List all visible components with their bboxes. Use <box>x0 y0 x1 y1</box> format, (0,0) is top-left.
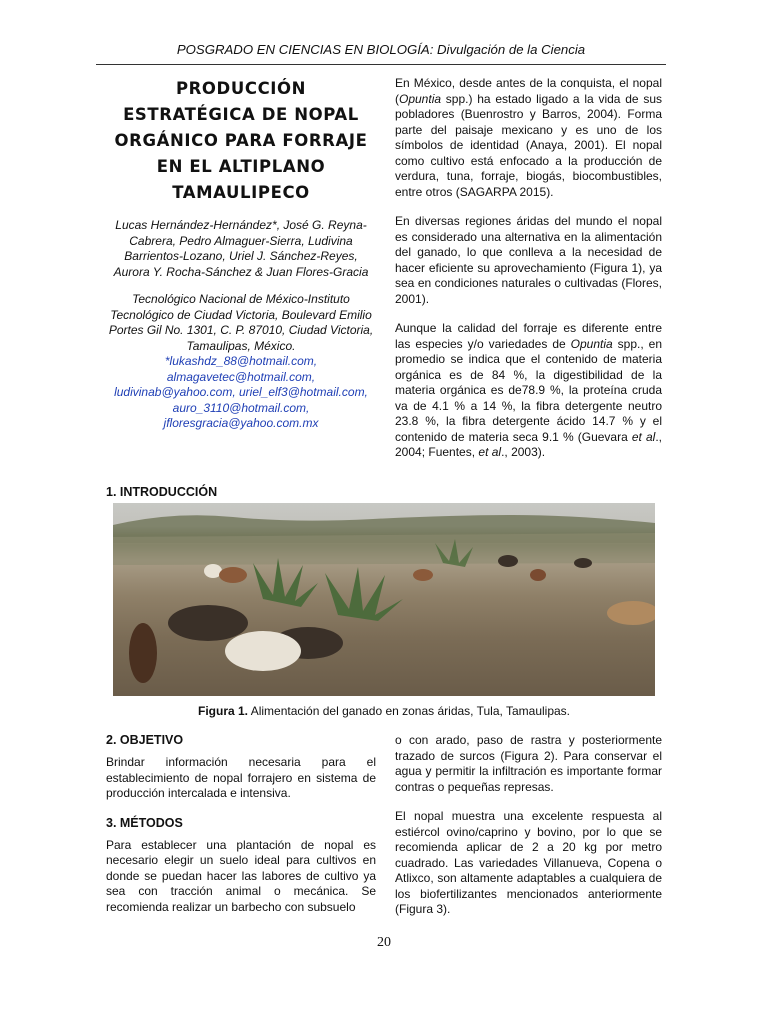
right-column-top <box>395 76 662 475</box>
email-link[interactable]: almagavetec@hotmail.com, <box>166 369 316 384</box>
section-heading-metodos: 3. MÉTODOS <box>106 815 183 830</box>
text-run: ., 2004; Fuentes, <box>395 429 662 459</box>
left-column-top <box>106 76 376 432</box>
paragraph <box>395 76 662 200</box>
article-title <box>106 76 376 206</box>
objetivo-paragraph: Brindar información necesaria para el establecimiento de nopal forrajero en sistema de producción intercalada e intensiva. <box>106 755 376 800</box>
text-run: spp., en promedio se indica que el contenido de materia orgánica es de 84 %, la digestibilidad de la materia orgánica es de78.9 %, la proteína cruda va de 4.1 % a 14 %, la fibra detergente neutro 23.8 %, la fibra detergente ácido 14.7 % y el contenido de materia seca 9.1 % (Guevara <box>395 336 663 444</box>
paragraph: El nopal muestra una excelente respuesta al estiércol ovino/caprino y bovino, por lo que se recomienda aplicar de 2 a 20 kg por metro cuadrado. Las variedades Villanueva, Copena o Atlixco, son altamente adaptables a cualquiera de los biofertilizantes mencionados anteriormente (Figura 3). <box>395 809 662 916</box>
email-link[interactable]: jfloresgracia@yahoo.com.mx <box>163 416 319 430</box>
section-heading-objetivo: 2. OBJETIVO <box>106 733 184 747</box>
email-link[interactable]: ludivinab@yahoo.com, uriel_elf3@hotmail.com, <box>114 385 368 399</box>
title-line: EN EL ALTIPLANO <box>156 157 326 176</box>
affiliation-address: Tecnológico Nacional de México-Instituto Tecnológico de Ciudad Victoria, Boulevard Emilio Portes Gil No. 1301, C. P. 87010, Ciudad Victoria, Tamaulipas, México. <box>108 292 374 353</box>
paragraph <box>395 321 662 461</box>
figure-photo-goats <box>113 503 655 696</box>
title-line: PRODUCCIÓN <box>175 79 307 98</box>
page-number: 20 <box>377 935 391 950</box>
section-heading-introduccion: 1. INTRODUCCIÓN <box>106 485 218 499</box>
figure-label: Figura 1. <box>198 704 249 718</box>
text-run: ., 2003). <box>501 445 546 459</box>
citation-etal: et al <box>478 445 502 459</box>
title-line: TAMAULIPECO <box>172 183 310 202</box>
species-name: Opuntia <box>399 91 442 106</box>
affiliation <box>106 292 376 432</box>
author-list: Lucas Hernández-Hernández*, José G. Reyna-Cabrera, Pedro Almaguer-Sierra, Ludivina Barrientos-Lozano, Uriel J. Sánchez-Reyes, Aurora Y. Rocha-Sánchez & Juan Flores-Gracia <box>113 218 369 279</box>
goats-grazing-photo <box>113 503 655 696</box>
left-column-bottom <box>106 733 376 929</box>
paragraph: En diversas regiones áridas del mundo el nopal es considerado una alternativa en la alimentación del ganado, lo que conlleva a la necesidad de hacer eficiente su aprovechamiento (Figura 1), ya sea en condiciones naturales o cultivadas (Flores, 2001). <box>395 214 662 306</box>
species-name: Opuntia <box>570 336 613 351</box>
text-run: Aunque la calidad del forraje es diferente entre las especies y/o variedades de <box>395 321 662 351</box>
running-header: POSGRADO EN CIENCIAS EN BIOLOGÍA: Divulgación de la Ciencia <box>96 40 666 65</box>
paragraph: o con arado, paso de rastra y posteriormente trazado de surcos (Figura 2). Para conservar el agua y permitir la infiltración es importante formar contras o pequeñas represas. <box>395 733 662 794</box>
text-run: En México, desde antes de la conquista, el nopal ( <box>395 76 662 106</box>
metodos-paragraph: Para establecer una plantación de nopal es necesario elegir un suelo ideal para cultivos en donde se puedan hacer las labores de cultivo ya sea con tracción animal o mecánica. Se recomienda realizar un barbecho con subsuelo <box>106 837 376 914</box>
citation-etal: et al <box>631 429 656 444</box>
email-link[interactable]: *lukashdz_88@hotmail.com, <box>164 354 318 368</box>
email-link[interactable]: auro_3110@hotmail.com, <box>172 400 310 415</box>
right-column-bottom <box>395 733 662 932</box>
text-run: spp.) ha estado ligado a la vida de sus pobladores (Buenrostro y Barros, 2004). Forma parte del paisaje mexicano y es uno de los símbolos de identidad (Anaya, 2001). El nopal como cultivo está enfocado a la producción de verdura, tuna, forraje, biogás, biocombustibles, entre otros (SAGARPA 2015). <box>395 91 662 199</box>
figure-caption <box>106 703 662 719</box>
figure-caption-text: Alimentación del ganado en zonas áridas, Tula, Tamaulipas. <box>248 704 570 718</box>
title-line: ESTRATÉGICA DE NOPAL <box>123 105 359 124</box>
title-line: ORGÁNICO PARA FORRAJE <box>114 131 368 150</box>
